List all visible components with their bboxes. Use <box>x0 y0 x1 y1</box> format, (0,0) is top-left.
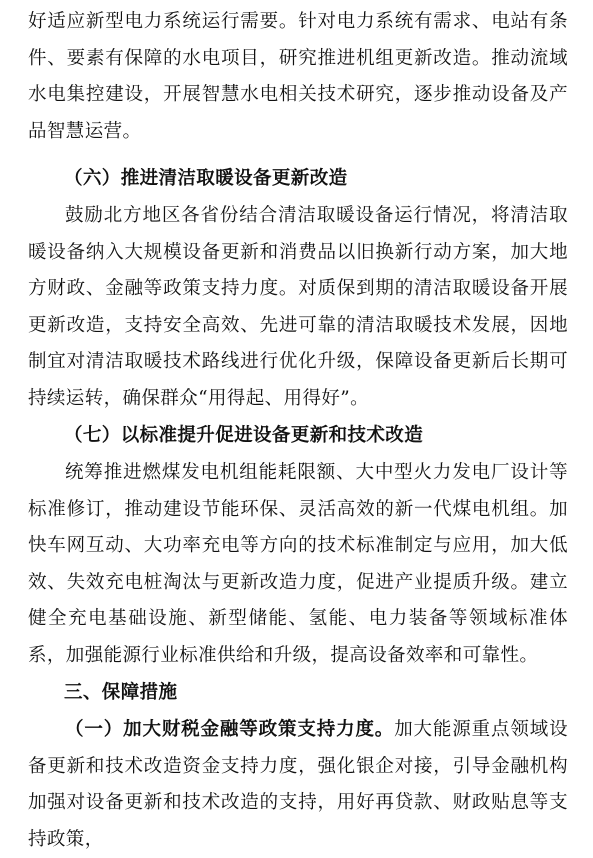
paragraph-hydropower-continuation: 好适应新型电力系统运行需要。针对电力系统有需求、电站有条件、要素有保障的水电项目，研究推进机组更新改造。推动流域水电集控建设，开展智慧水电相关技术研究，逐步推动设备及产品智慧运营。 <box>28 11 568 142</box>
subheading-standards: （七）以标准提升促进设备更新和技术改造 <box>64 425 424 446</box>
paragraph-fiscal-support <box>28 712 568 858</box>
paragraph-standards: 统筹推进燃煤发电机组能耗限额、大中型火力发电厂设计等标准修订，推动建设节能环保、灵活高效的新一代煤电机组。加快车网互动、大功率充电等方向的技术标准制定与应用，加大低效、失效充电桩淘汰与更新改造力度，促进产业提质升级。建立健全充电基础设施、新型储能、氢能、电力装备等领域标准体系，加强能源行业标准供给和升级，提高设备效率和可靠性。 <box>28 462 568 666</box>
paragraph-body-fiscal-support: 加大能源重点领域设备更新和技术改造资金支持力度，强化银企对接，引导金融机构加强对设备更新和技术改造的支持，用好再贷款、财政贴息等支持政策， <box>28 719 568 850</box>
section-heading-safeguards: 三、保障措施 <box>64 682 178 703</box>
paragraph-clean-heating: 鼓励北方地区各省份结合清洁取暖设备运行情况，将清洁取暖设备纳入大规模设备更新和消费品以旧换新行动方案，加大地方财政、金融等政策支持力度。对质保到期的清洁取暖设备开展更新改造，支持安全高效、先进可靠的清洁取暖技术发展，因地制宜对清洁取暖技术路线进行优化升级，保障设备更新后长期可持续运转，确保群众“用得起、用得好”。 <box>28 205 568 409</box>
paragraph-lead-fiscal-support: （一）加大财税金融等政策支持力度。 <box>65 719 395 740</box>
subheading-clean-heating: （六）推进清洁取暖设备更新改造 <box>64 168 348 189</box>
